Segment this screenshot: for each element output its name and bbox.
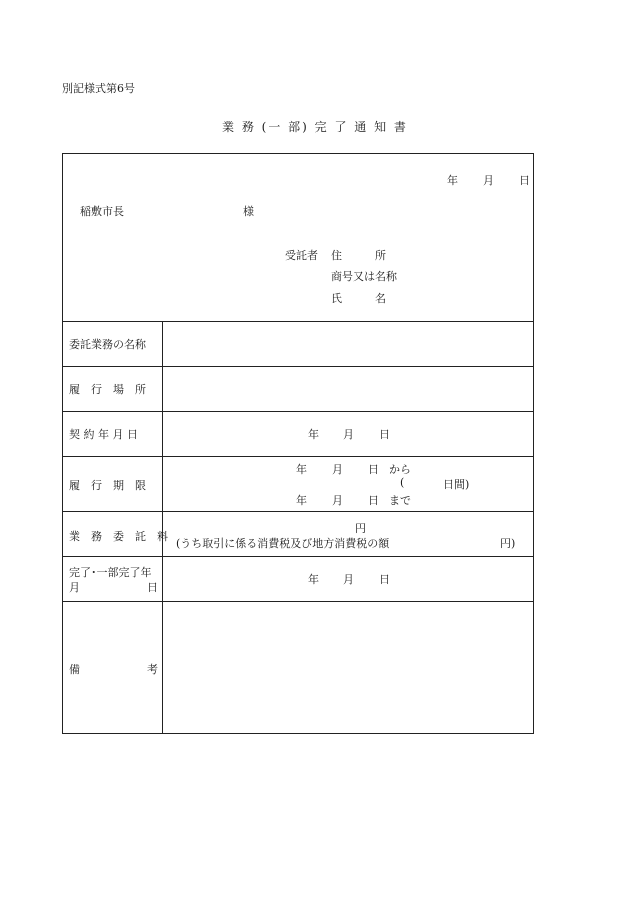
completion-label-day: 日 [147,581,158,594]
document-title: 業 務 (一 部) 完 了 通 知 書 [222,120,408,134]
completion-date-year: 年 [308,573,319,586]
representative-name-label: 氏 名 [331,292,386,305]
remarks-label-left: 備 [69,663,80,676]
address-label: 住 所 [331,249,386,262]
period-label: 履 行 期 限 [69,479,146,492]
period-to-year: 年 [296,494,307,507]
completion-date-day: 日 [379,573,390,586]
period-from-month: 月 [332,463,343,476]
period-to-day: 日 [368,494,379,507]
fee-label: 業 務 委 託 料 [69,530,168,543]
period-from-year: 年 [296,463,307,476]
form-number: 別記様式第6号 [62,82,135,95]
fee-yen: 円 [355,522,366,535]
company-name-label: 商号又は名称 [331,270,397,283]
period-from-day: 日 [368,463,379,476]
completion-date-month: 月 [343,573,354,586]
header-date-month: 月 [483,174,494,187]
location-label: 履 行 場 所 [69,383,146,396]
period-open-paren: ( [400,476,405,489]
task-name-label: 委託業務の名称 [69,338,146,351]
contract-date-year: 年 [308,428,319,441]
completion-label-month: 月 [69,581,80,594]
fee-tax-yen: 円) [500,537,516,550]
period-from-suffix: から [389,463,411,476]
period-to-suffix: まで [389,494,411,507]
contractor-label: 受託者 [285,249,318,262]
period-days: 日間) [443,478,470,491]
form-table [62,153,534,734]
completion-label-line1: 完了･一部完了年 [69,566,152,579]
header-date-day: 日 [519,174,530,187]
contract-date-month: 月 [343,428,354,441]
fee-tax-note: (うち取引に係る消費税及び地方消費税の額 [176,537,390,550]
contract-date-label: 契 約 年 月 日 [69,428,138,441]
contract-date-day: 日 [379,428,390,441]
period-to-month: 月 [332,494,343,507]
addressee: 稲敷市長 [80,205,124,218]
remarks-label-right: 考 [147,663,158,676]
header-date-year: 年 [447,174,458,187]
honorific: 様 [243,205,254,218]
